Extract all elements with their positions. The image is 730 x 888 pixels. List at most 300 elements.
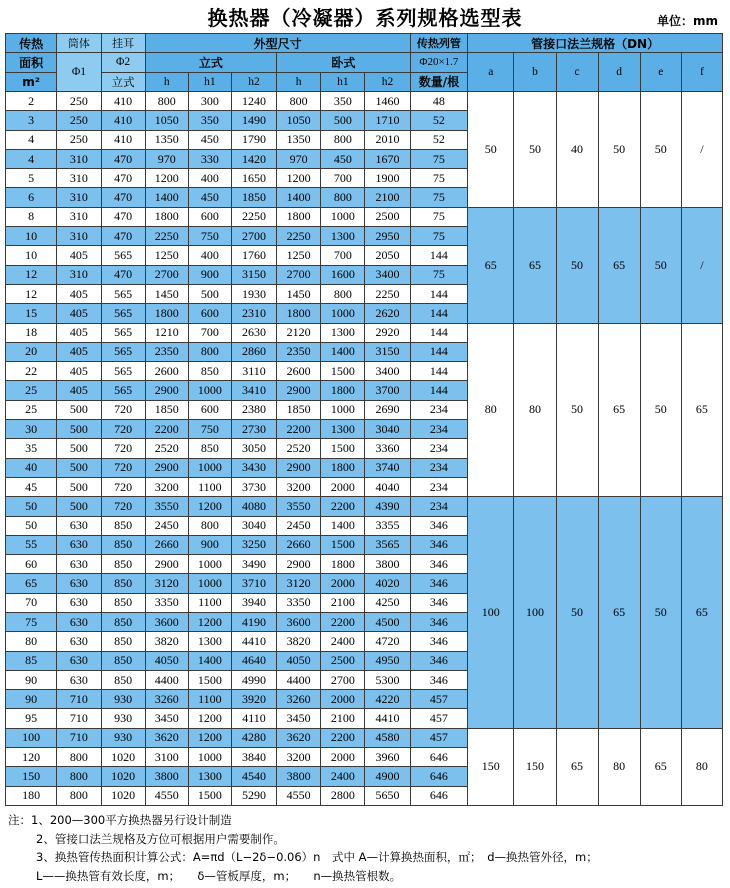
table-cell: 12 (6, 265, 57, 284)
table-cell: 450 (188, 188, 231, 207)
table-cell: 4550 (145, 786, 188, 805)
table-cell: 2900 (277, 381, 321, 400)
table-cell: 310 (57, 188, 101, 207)
table-cell: 234 (410, 439, 468, 458)
table-cell: 2950 (365, 227, 410, 246)
table-cell: 2120 (277, 323, 321, 342)
note-1: 注：1、200—300平方换热器另行设计制造 (8, 813, 232, 827)
table-cell: 850 (101, 516, 145, 535)
table-cell: 2400 (321, 767, 365, 786)
header-col-f: f (681, 53, 722, 92)
table-cell: 75 (410, 207, 468, 226)
table-cell: 630 (57, 632, 101, 651)
flange-cell-b: 150 (514, 728, 556, 805)
table-cell: 850 (101, 574, 145, 593)
table-cell: 3200 (277, 477, 321, 496)
table-cell: 3450 (277, 709, 321, 728)
table-cell: 346 (410, 651, 468, 670)
table-cell: 6 (6, 188, 57, 207)
flange-cell-e: 50 (640, 91, 681, 207)
table-cell: 4080 (231, 497, 276, 516)
table-cell: 3600 (145, 613, 188, 632)
table-cell: 565 (101, 381, 145, 400)
table-cell: 150 (6, 767, 57, 786)
header-flange: 管接口法兰规格（DN） (468, 34, 723, 53)
table-cell: 10 (6, 246, 57, 265)
table-cell: 450 (188, 130, 231, 149)
table-cell: 75 (410, 169, 468, 188)
table-cell: 2700 (321, 670, 365, 689)
flange-cell-b: 65 (514, 207, 556, 323)
table-cell: 405 (57, 304, 101, 323)
flange-cell-a: 150 (468, 728, 514, 805)
table-cell: 346 (410, 555, 468, 574)
table-cell: 4020 (365, 574, 410, 593)
table-cell: 405 (57, 323, 101, 342)
table-cell: 500 (57, 439, 101, 458)
table-cell: 22 (6, 362, 57, 381)
table-cell: 470 (101, 149, 145, 168)
table-cell: 2900 (145, 381, 188, 400)
table-cell: 1300 (321, 227, 365, 246)
table-cell: 500 (57, 497, 101, 516)
table-cell: 4400 (277, 670, 321, 689)
table-cell: 700 (188, 323, 231, 342)
header-v-h1: h1 (188, 72, 231, 91)
header-h-h1: h1 (321, 72, 365, 91)
table-cell: 25 (6, 381, 57, 400)
table-cell: 4390 (365, 497, 410, 516)
header-col-d: d (598, 53, 640, 92)
page-title: 换热器（冷凝器）系列规格选型表 (207, 6, 523, 30)
table-cell: 565 (101, 304, 145, 323)
table-cell: 346 (410, 574, 468, 593)
table-cell: 70 (6, 593, 57, 612)
table-cell: 710 (57, 709, 101, 728)
table-cell: 52 (410, 111, 468, 130)
header-v-h: h (145, 72, 188, 91)
header-col-c: c (556, 53, 598, 92)
table-cell: 1790 (231, 130, 276, 149)
header-dimensions: 外型尺寸 (145, 34, 410, 53)
table-cell: 3450 (145, 709, 188, 728)
table-cell: 75 (410, 188, 468, 207)
table-cell: 405 (57, 246, 101, 265)
header-lug-diameter: Φ2 (101, 53, 145, 72)
table-cell: 3355 (365, 516, 410, 535)
table-cell: 3150 (365, 342, 410, 361)
table-cell: 1450 (277, 284, 321, 303)
table-cell: 2010 (365, 130, 410, 149)
table-row (6, 207, 723, 226)
table-cell: 144 (410, 304, 468, 323)
table-cell: 144 (410, 323, 468, 342)
table-cell: 1800 (321, 555, 365, 574)
table-cell: 1760 (231, 246, 276, 265)
table-cell: 1000 (188, 381, 231, 400)
table-cell: 470 (101, 188, 145, 207)
header-h-h2: h2 (365, 72, 410, 91)
table-cell: 3400 (365, 265, 410, 284)
table-cell: 710 (57, 690, 101, 709)
table-cell: 4050 (277, 651, 321, 670)
table-cell: 720 (101, 497, 145, 516)
table-cell: 3410 (231, 381, 276, 400)
flange-cell-f: 65 (681, 497, 722, 729)
table-cell: 800 (277, 91, 321, 110)
header-col-e: e (640, 53, 681, 92)
header-col-a: a (468, 53, 514, 92)
flange-cell-c: 50 (556, 207, 598, 323)
table-cell: 3250 (231, 535, 276, 554)
table-cell: 1850 (145, 400, 188, 419)
table-cell: 1300 (188, 767, 231, 786)
table-cell: 800 (188, 342, 231, 361)
table-cell: 800 (321, 284, 365, 303)
table-cell: 1850 (277, 400, 321, 419)
table-cell: 2310 (231, 304, 276, 323)
table-cell: 1000 (188, 555, 231, 574)
table-cell: 234 (410, 458, 468, 477)
table-cell: 1500 (321, 439, 365, 458)
table-cell: 565 (101, 246, 145, 265)
table-cell: 3740 (365, 458, 410, 477)
header-area: 传热 (6, 34, 57, 53)
table-cell: 720 (101, 458, 145, 477)
table-cell: 800 (57, 767, 101, 786)
table-cell: 2700 (145, 265, 188, 284)
table-cell: 4990 (231, 670, 276, 689)
table-cell: 310 (57, 149, 101, 168)
table-cell: 1400 (277, 188, 321, 207)
table-cell: 850 (101, 651, 145, 670)
table-cell: 3600 (277, 613, 321, 632)
table-row (6, 91, 723, 110)
table-cell: 2000 (321, 477, 365, 496)
table-cell: 500 (57, 400, 101, 419)
flange-cell-b: 80 (514, 323, 556, 497)
table-cell: 4640 (231, 651, 276, 670)
table-cell: 45 (6, 477, 57, 496)
table-cell: 4040 (365, 477, 410, 496)
table-cell: 800 (188, 516, 231, 535)
unit-label: 单位：mm (656, 14, 718, 28)
table-cell: 3620 (277, 728, 321, 747)
table-cell: 2520 (277, 439, 321, 458)
table-cell: 300 (188, 91, 231, 110)
table-cell: 50 (6, 497, 57, 516)
table-cell: 1300 (321, 323, 365, 342)
table-cell: 1400 (321, 516, 365, 535)
table-cell: 1300 (188, 632, 231, 651)
table-cell: 4250 (365, 593, 410, 612)
table-cell: 410 (101, 130, 145, 149)
header-vertical: 立式 (145, 53, 276, 72)
table-cell: 500 (57, 458, 101, 477)
table-cell: 1460 (365, 91, 410, 110)
table-cell: 2000 (321, 748, 365, 767)
table-cell: 1800 (321, 458, 365, 477)
table-cell: 144 (410, 246, 468, 265)
table-cell: 250 (57, 130, 101, 149)
table-cell: 4500 (365, 613, 410, 632)
header-area-unit: m² (6, 72, 57, 91)
table-cell: 4400 (145, 670, 188, 689)
table-cell: 2690 (365, 400, 410, 419)
table-cell: 346 (410, 516, 468, 535)
table-cell: 3 (6, 111, 57, 130)
table-cell: 90 (6, 690, 57, 709)
table-cell: 8 (6, 207, 57, 226)
table-cell: 3120 (277, 574, 321, 593)
table-cell: 2100 (321, 593, 365, 612)
table-cell: 500 (57, 477, 101, 496)
table-cell: 2900 (145, 458, 188, 477)
table-cell: 4720 (365, 632, 410, 651)
table-cell: 144 (410, 362, 468, 381)
table-cell: 3050 (231, 439, 276, 458)
table-cell: 2200 (321, 497, 365, 516)
table-cell: 2660 (145, 535, 188, 554)
table-cell: 850 (101, 593, 145, 612)
table-cell: 1250 (145, 246, 188, 265)
flange-cell-f: / (681, 207, 722, 323)
note-3: 3、换热管传热面积计算公式：A=πd（L−2δ−0.06）n 式中 A—计算换热面积，㎡； d—换热管外径，m； (36, 850, 598, 864)
table-cell: 25 (6, 400, 57, 419)
header-shell-diameter: Φ1 (57, 53, 101, 92)
notes (8, 811, 723, 885)
table-cell: 646 (410, 748, 468, 767)
table-cell: 346 (410, 670, 468, 689)
table-cell: 4900 (365, 767, 410, 786)
table-cell: 700 (321, 246, 365, 265)
table-cell: 2250 (365, 284, 410, 303)
flange-cell-a: 100 (468, 497, 514, 729)
table-cell: 2050 (365, 246, 410, 265)
table-cell: 630 (57, 535, 101, 554)
table-cell: 565 (101, 342, 145, 361)
table-cell: 5 (6, 169, 57, 188)
table-cell: 3565 (365, 535, 410, 554)
table-cell: 850 (101, 613, 145, 632)
table-cell: 470 (101, 207, 145, 226)
table-cell: 60 (6, 555, 57, 574)
table-cell: 1800 (277, 207, 321, 226)
table-cell: 800 (321, 130, 365, 149)
flange-cell-b: 100 (514, 497, 556, 729)
table-cell: 1800 (277, 304, 321, 323)
table-cell: 5650 (365, 786, 410, 805)
header-shell: 筒体 (57, 34, 101, 53)
table-cell: 4 (6, 130, 57, 149)
table-cell: 120 (6, 748, 57, 767)
table-cell: 3550 (277, 497, 321, 516)
table-cell: 2100 (321, 709, 365, 728)
flange-cell-e: 65 (640, 728, 681, 805)
header-area-2: 面积 (6, 53, 57, 72)
table-cell: 144 (410, 284, 468, 303)
table-cell: 1000 (188, 458, 231, 477)
table-cell: 3350 (277, 593, 321, 612)
table-cell: 3550 (145, 497, 188, 516)
table-cell: 2700 (277, 265, 321, 284)
table-cell: 75 (410, 227, 468, 246)
table-cell: 1240 (231, 91, 276, 110)
table-cell: 1850 (231, 188, 276, 207)
table-cell: 720 (101, 420, 145, 439)
table-cell: 630 (57, 670, 101, 689)
table-cell: 2250 (277, 227, 321, 246)
table-cell: 346 (410, 632, 468, 651)
table-cell: 470 (101, 227, 145, 246)
table-cell: 3710 (231, 574, 276, 593)
table-cell: 565 (101, 362, 145, 381)
table-cell: 800 (145, 91, 188, 110)
table-cell: 3960 (365, 748, 410, 767)
table-cell: 100 (6, 728, 57, 747)
flange-cell-f: 65 (681, 323, 722, 497)
table-cell: 234 (410, 420, 468, 439)
table-cell: 144 (410, 381, 468, 400)
table-body (6, 91, 723, 805)
table-cell: 55 (6, 535, 57, 554)
table-cell: 2800 (321, 786, 365, 805)
table-cell: 930 (101, 709, 145, 728)
table-cell: 3260 (145, 690, 188, 709)
table-cell: 630 (57, 651, 101, 670)
flange-cell-c: 50 (556, 323, 598, 497)
table-cell: 457 (410, 690, 468, 709)
table-cell: 30 (6, 420, 57, 439)
table-cell: 3200 (145, 477, 188, 496)
table-cell: 180 (6, 786, 57, 805)
table-cell: 1710 (365, 111, 410, 130)
note-4: L——换热管有效长度，m； δ—管板厚度，m； n—换热管根数。 (36, 868, 402, 883)
table-cell: 4550 (277, 786, 321, 805)
table-cell: 3820 (145, 632, 188, 651)
table-cell: 2 (6, 91, 57, 110)
table-cell: 330 (188, 149, 231, 168)
table-cell: 40 (6, 458, 57, 477)
table-row (6, 497, 723, 516)
table-cell: 720 (101, 439, 145, 458)
table-cell: 630 (57, 574, 101, 593)
table-cell: 1500 (188, 786, 231, 805)
table-cell: 850 (101, 632, 145, 651)
table-cell: 1400 (321, 342, 365, 361)
table-cell: 720 (101, 477, 145, 496)
table-cell: 1350 (277, 130, 321, 149)
flange-cell-d: 80 (598, 728, 640, 805)
table-cell: 3490 (231, 555, 276, 574)
table-cell: 1200 (277, 169, 321, 188)
table-cell: 1350 (145, 130, 188, 149)
table-cell: 4110 (231, 709, 276, 728)
table-cell: 565 (101, 323, 145, 342)
table-cell: 2400 (321, 632, 365, 651)
table-cell: 1000 (321, 400, 365, 419)
table-cell: 850 (188, 439, 231, 458)
table-cell: 250 (57, 91, 101, 110)
table-cell: 1100 (188, 593, 231, 612)
table-cell: 1200 (188, 497, 231, 516)
flange-cell-a: 80 (468, 323, 514, 497)
table-cell: 310 (57, 227, 101, 246)
table-cell: 1930 (231, 284, 276, 303)
table-cell: 850 (188, 362, 231, 381)
table-cell: 310 (57, 207, 101, 226)
flange-cell-a: 50 (468, 91, 514, 207)
table-cell: 3120 (145, 574, 188, 593)
table-cell: 2100 (365, 188, 410, 207)
table-cell: 646 (410, 786, 468, 805)
table-cell: 3920 (231, 690, 276, 709)
table-cell: 3700 (365, 381, 410, 400)
table-cell: 3260 (277, 690, 321, 709)
header-lug-type: 立式 (101, 72, 145, 91)
table-cell: 1000 (188, 574, 231, 593)
table-cell: 1300 (321, 420, 365, 439)
table-cell: 250 (57, 111, 101, 130)
table-cell: 3840 (231, 748, 276, 767)
table-row (6, 728, 723, 747)
table-cell: 900 (188, 265, 231, 284)
table-cell: 2250 (145, 227, 188, 246)
table-cell: 900 (188, 535, 231, 554)
table-cell: 405 (57, 342, 101, 361)
table-cell: 20 (6, 342, 57, 361)
flange-cell-a: 65 (468, 207, 514, 323)
table-cell: 405 (57, 381, 101, 400)
table-cell: 3100 (145, 748, 188, 767)
table-cell: 234 (410, 477, 468, 496)
table-cell: 710 (57, 728, 101, 747)
table-cell: 75 (410, 149, 468, 168)
table-cell: 600 (188, 304, 231, 323)
table-cell: 850 (101, 555, 145, 574)
table-cell: 65 (6, 574, 57, 593)
table-cell: 720 (101, 400, 145, 419)
table-cell: 930 (101, 690, 145, 709)
table-cell: 450 (321, 149, 365, 168)
table-cell: 600 (188, 207, 231, 226)
table-cell: 1250 (277, 246, 321, 265)
table-cell: 48 (410, 91, 468, 110)
flange-cell-d: 65 (598, 207, 640, 323)
table-cell: 1500 (321, 535, 365, 554)
table-cell: 930 (101, 728, 145, 747)
table-cell: 1200 (188, 728, 231, 747)
table-cell: 3350 (145, 593, 188, 612)
table-cell: 1000 (321, 207, 365, 226)
table-cell: 565 (101, 284, 145, 303)
table-cell: 750 (188, 420, 231, 439)
table-cell: 15 (6, 304, 57, 323)
table-cell: 2200 (277, 420, 321, 439)
table-cell: 630 (57, 516, 101, 535)
table-cell: 346 (410, 593, 468, 612)
table-cell: 1050 (145, 111, 188, 130)
table-cell: 850 (101, 535, 145, 554)
table-cell: 2250 (231, 207, 276, 226)
table-cell: 3200 (277, 748, 321, 767)
table-cell: 1100 (188, 690, 231, 709)
table-cell: 600 (188, 400, 231, 419)
table-cell: 4220 (365, 690, 410, 709)
table-cell: 2200 (321, 613, 365, 632)
table-cell: 2700 (231, 227, 276, 246)
table-cell: 3430 (231, 458, 276, 477)
